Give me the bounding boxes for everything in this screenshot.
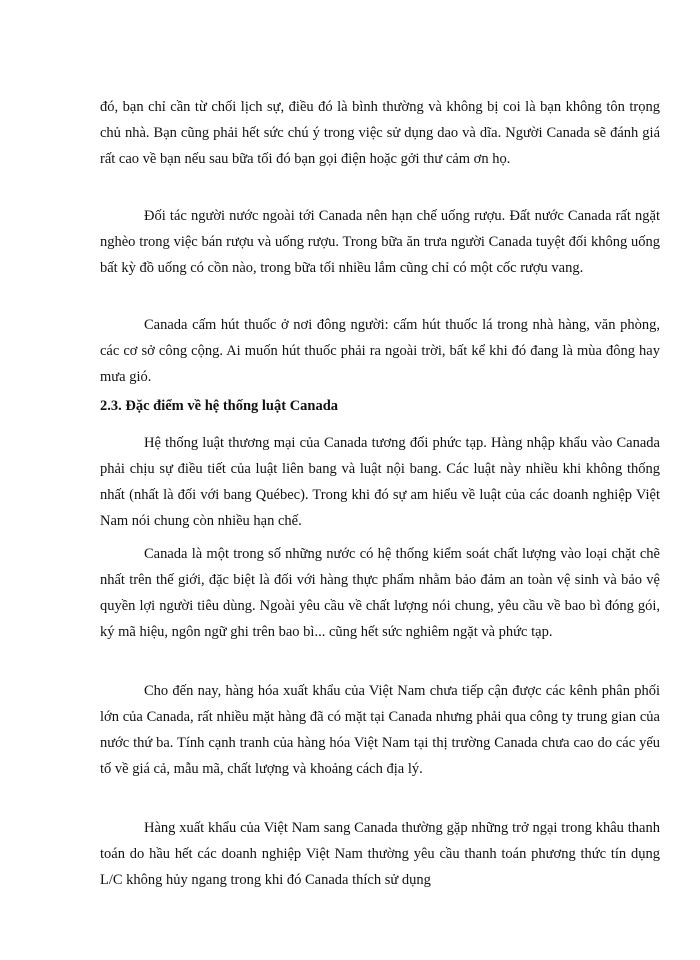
- paragraph-payment: Hàng xuất khẩu của Việt Nam sang Canada thường gặp những trở ngại trong khâu thanh toán do hầu hết các doanh nghiệp Việt Nam thường yêu cầu thanh toán phương thức tín dụng L/C không hủy ngang trong khi đó Canada thích sử dụng: [100, 820, 660, 888]
- paragraph-trade-law: Hệ thống luật thương mại của Canada tương đối phức tạp. Hàng nhập khẩu vào Canada phải chịu sự điều tiết của luật liên bang và luật nội bang. Các luật này nhiều khi không thống nhất (nhất là đối với bang Québec). Trong khi đó sự am hiểu về luật của các doanh nghiệp Việt Nam nói chung còn nhiều hạn chế.: [100, 435, 660, 529]
- paragraph-distribution: Cho đến nay, hàng hóa xuất khẩu của Việt Nam chưa tiếp cận được các kênh phân phối lớn của Canada, rất nhiều mặt hàng đã có mặt tại Canada nhưng phải qua công ty trung gian của nước thứ ba. Tính cạnh tranh của hàng hóa Việt Nam tại thị trường Canada chưa cao do các yếu tố về giá cả, mẫu mã, chất lượng và khoảng cách địa lý.: [100, 683, 660, 777]
- paragraph-dining-etiquette: đó, bạn chỉ cần từ chối lịch sự, điều đó là bình thường và không bị coi là bạn không tôn trọng chủ nhà. Bạn cũng phải hết sức chú ý trong việc sử dụng dao và dĩa. Người Canada sẽ đánh giá rất cao về bạn nếu sau bữa tối đó bạn gọi điện hoặc gởi thư cảm ơn họ.: [100, 99, 660, 167]
- paragraph-smoking: Canada cấm hút thuốc ở nơi đông người: cấm hút thuốc lá trong nhà hàng, văn phòng, các cơ sở công cộng. Ai muốn hút thuốc phải ra ngoài trời, bất kể khi đó đang là mùa đông hay mưa gió.: [100, 317, 660, 385]
- section-heading: 2.3. Đặc điểm về hệ thống luật Canada: [100, 398, 339, 414]
- paragraph-quality-control: Canada là một trong số những nước có hệ thống kiểm soát chất lượng vào loại chặt chẽ nhất trên thế giới, đặc biệt là đối với hàng thực phẩm nhằm bảo đảm an toàn vệ sinh và bảo vệ quyền lợi người tiêu dùng. Ngoài yêu cầu về chất lượng nói chung, yêu cầu về bao bì đóng gói, ký mã hiệu, ngôn ngữ ghi trên bao bì... cũng hết sức nghiêm ngặt và phức tạp.: [100, 546, 660, 640]
- paragraph-alcohol: Đối tác người nước ngoài tới Canada nên hạn chế uống rượu. Đất nước Canada rất ngặt nghèo trong việc bán rượu và uống rượu. Trong bữa ăn trưa người Canada tuyệt đối không uống bất kỳ đồ uống có cồn nào, trong bữa tối nhiều lắm cũng chỉ có một cốc rượu vang.: [100, 208, 660, 276]
